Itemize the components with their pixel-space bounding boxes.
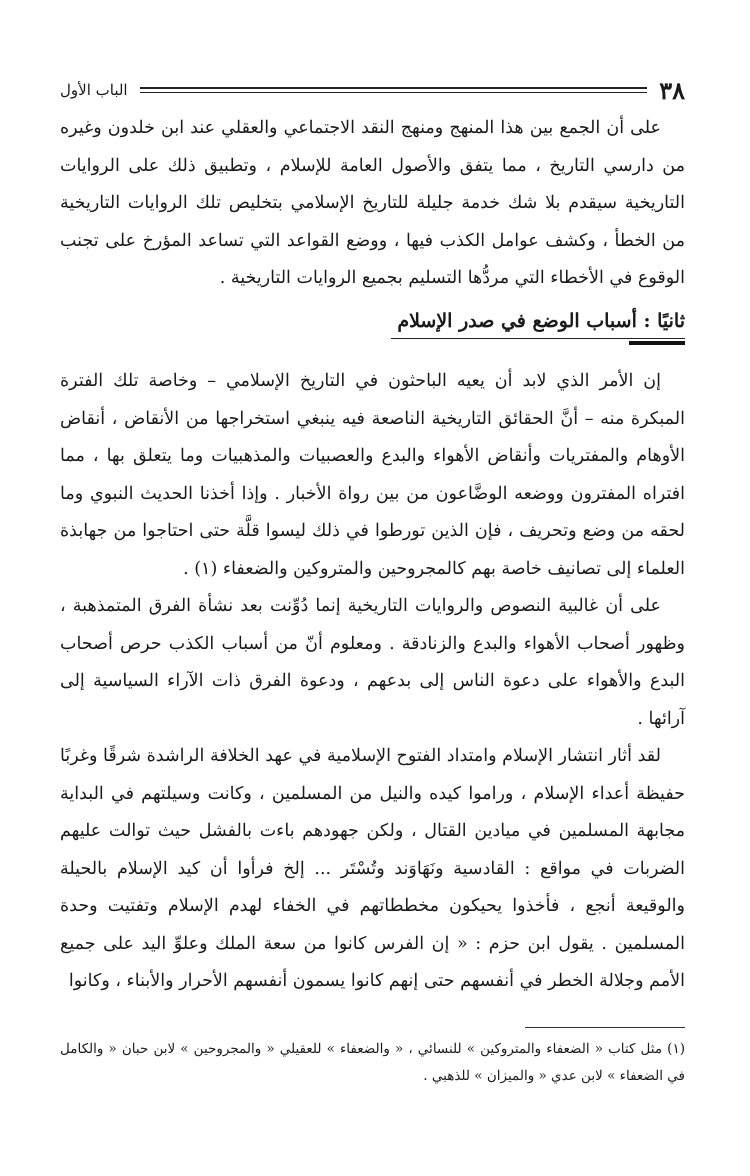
book-page: [60, 70, 685, 1090]
body-text: [60, 110, 685, 1001]
section-heading: ثانيًا : أسباب الوضع في صدر الإسلام: [391, 304, 685, 339]
page-number: ٣٨: [659, 75, 685, 105]
page-header: [60, 70, 685, 110]
paragraph-2: على أن غالبية النصوص والروايات التاريخية إنما دُوِّنت بعد نشأة الفرق المتمذهبة ، وظهور أصحاب الأهواء والبدع والزنادقة . ومعلوم أنّ من أسباب الكذب حرص أصحاب البدع والأهواء على دعوة الناس إلى بدعهم ، ودعوة الفرق ذات الآراء السياسية إلى آرائها .: [60, 596, 685, 729]
footnote-rule: [525, 1027, 685, 1028]
heading-underbar: [629, 341, 685, 345]
paragraph-3: لقد أثار انتشار الإسلام وامتداد الفتوح الإسلامية في عهد الخلافة الراشدة شرقًا وغربًا حفيظة أعداء الإسلام ، وراموا كيده والنيل من المسلمين ، وكانت وسيلتهم في البداية مجابهة المسلمين في ميادين القتال ، ولكن جهودهم باءت بالفشل حيث توالت عليهم الضربات في مواقع : القادسية ونَهَاوَند وتُسْتَر ... إلخ فرأوا أن كيد الإسلام بالحيلة والوقيعة أنجع ، فأخذوا يحيكون مخططاتهم في الخفاء لهدم الإسلام وتفتيت وحدة المسلمين . يقول ابن حزم : « إن الفرس كانوا من سعة الملك وعلوِّ اليد على جميع الأمم وجلالة الخطر في أنفسهم حتى إنهم كانوا يسمون أنفسهم الأحرار والأبناء ، وكانوا: [60, 746, 685, 991]
paragraph-intro: على أن الجمع بين هذا المنهج ومنهج النقد الاجتماعي والعقلي عند ابن خلدون وغيره من دارسي التاريخ ، مما يتفق والأصول العامة للإسلام ، وتطبيق ذلك على الروايات التاريخية سيقدم بلا شك خدمة جليلة للتاريخ الإسلامي بتخليص تلك الروايات التاريخية من الخطأ ، وكشف عوامل الكذب فيها ، ووضع القواعد التي تساعد المؤرخ على تجنب الوقوع في الأخطاء التي مردُّها التسليم بجميع الروايات التاريخية .: [60, 118, 685, 288]
footnote: (١) مثل كتاب « الضعفاء والمتروكين » للنسائي ، « والضعفاء » للعقيلي « والمجروحين » لابن حبان « والكامل في الضعفاء » لابن عدي « والميزان » للذهبي .: [60, 1040, 685, 1084]
chapter-title: الباب الأول: [60, 81, 128, 99]
section-heading-block: [60, 304, 685, 346]
header-rule: [140, 87, 648, 93]
paragraph-1: إن الأمر الذي لابد أن يعيه الباحثون في التاريخ الإسلامي – وخاصة تلك الفترة المبكرة منه – أنَّ الحقائق التاريخية الناصعة فيه ينبغي استخراجها من الأنقاض ، أنقاض الأوهام والمفتريات وأنقاض الأهواء والبدع والعصبيات والمذهبيات وما يتعلق بها ، مما افتراه المفترون ووضعه الوضَّاعون من بين رواة الأخبار . وإذا أخذنا الحديث النبوي وما لحقه من وضع وتحريف ، فإن الذين تورطوا في ذلك ليسوا قلَّة حتى احتاجوا من جهابذة العلماء إلى تصانيف خاصة بهم كالمجروحين والمتروكين والضعفاء (١) .: [60, 371, 685, 579]
